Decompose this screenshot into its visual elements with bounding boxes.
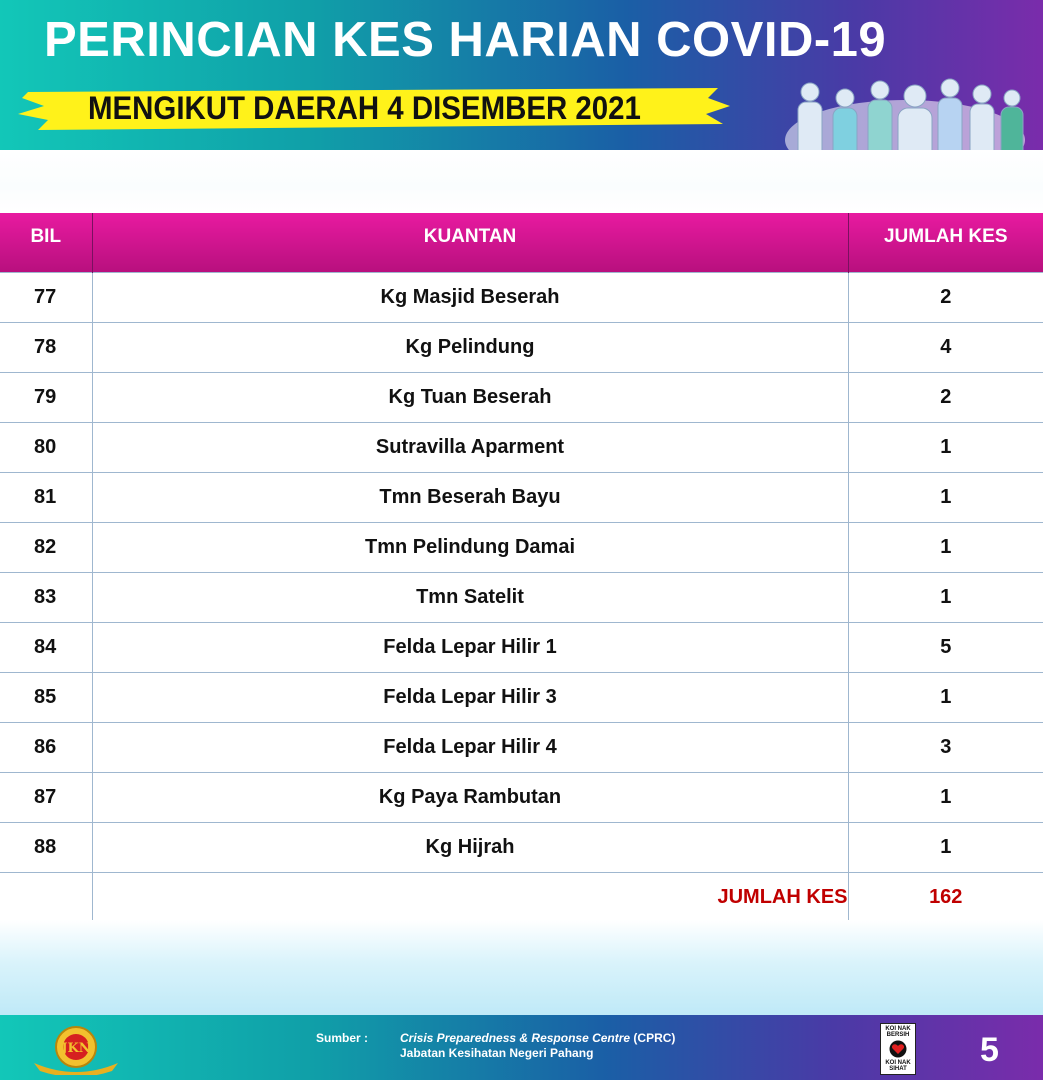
heart-icon <box>889 1040 907 1058</box>
table-header-row <box>0 213 1043 273</box>
total-label: JUMLAH KES <box>717 886 848 908</box>
page-subtitle: MENGIKUT DAERAH 4 DISEMBER 2021 <box>88 90 641 126</box>
row-location: Kg Hijrah <box>92 823 848 873</box>
table-row <box>0 273 1043 323</box>
row-bil: 77 <box>0 273 92 323</box>
jkn-logo-icon <box>32 1023 120 1075</box>
cases-table <box>0 213 1043 923</box>
badge-top-text: KOI NAK BERSIH <box>885 1026 911 1038</box>
table-row <box>0 723 1043 773</box>
table-row <box>0 773 1043 823</box>
source-line-1 <box>400 1031 675 1045</box>
total-empty-cell <box>0 873 92 923</box>
row-cases: 4 <box>848 323 1043 373</box>
row-cases: 1 <box>848 673 1043 723</box>
table-row <box>0 623 1043 673</box>
cases-table-container <box>0 213 1043 923</box>
row-location: Felda Lepar Hilir 4 <box>92 723 848 773</box>
column-header-bil: BIL <box>0 213 92 273</box>
column-header-district: KUANTAN <box>92 213 848 273</box>
row-location: Kg Masjid Beserah <box>92 273 848 323</box>
table-row <box>0 373 1043 423</box>
row-location: Sutravilla Aparment <box>92 423 848 473</box>
row-bil: 79 <box>0 373 92 423</box>
header-fade <box>0 150 1043 212</box>
total-value: 162 <box>848 873 1043 923</box>
row-location: Kg Tuan Beserah <box>92 373 848 423</box>
svg-text:JKN: JKN <box>61 1041 91 1056</box>
row-location: Tmn Pelindung Damai <box>92 523 848 573</box>
table-row <box>0 823 1043 873</box>
row-bil: 80 <box>0 423 92 473</box>
source-line-2: Jabatan Kesihatan Negeri Pahang <box>400 1046 594 1060</box>
row-location: Kg Paya Rambutan <box>92 773 848 823</box>
row-cases: 1 <box>848 423 1043 473</box>
row-location: Felda Lepar Hilir 1 <box>92 623 848 673</box>
table-row <box>0 523 1043 573</box>
table-row <box>0 423 1043 473</box>
total-label-cell <box>92 873 848 923</box>
healthcare-workers-icon <box>770 70 1040 158</box>
badge-bottom-text: KOI NAK SIHAT <box>885 1060 911 1072</box>
row-cases: 1 <box>848 573 1043 623</box>
lower-background-band <box>0 920 1043 1016</box>
row-bil: 83 <box>0 573 92 623</box>
page-title: PERINCIAN KES HARIAN COVID-19 <box>44 13 887 67</box>
row-bil: 87 <box>0 773 92 823</box>
row-location: Tmn Satelit <box>92 573 848 623</box>
footer-bar <box>0 1015 1043 1080</box>
header-banner <box>0 0 1043 158</box>
row-cases: 3 <box>848 723 1043 773</box>
source-label: Sumber : <box>316 1031 369 1045</box>
total-row <box>0 873 1043 923</box>
row-cases: 1 <box>848 823 1043 873</box>
page-number: 5 <box>980 1031 999 1069</box>
row-location: Tmn Beserah Bayu <box>92 473 848 523</box>
koi-nak-sihat-badge <box>880 1023 916 1075</box>
row-location: Felda Lepar Hilir 3 <box>92 673 848 723</box>
table-row <box>0 323 1043 373</box>
row-bil: 85 <box>0 673 92 723</box>
row-cases: 2 <box>848 273 1043 323</box>
column-header-cases: JUMLAH KES <box>848 213 1043 273</box>
table-row <box>0 473 1043 523</box>
row-bil: 82 <box>0 523 92 573</box>
row-location: Kg Pelindung <box>92 323 848 373</box>
row-bil: 78 <box>0 323 92 373</box>
subtitle-banner <box>18 84 730 132</box>
row-bil: 86 <box>0 723 92 773</box>
row-cases: 1 <box>848 523 1043 573</box>
row-cases: 1 <box>848 773 1043 823</box>
row-cases: 1 <box>848 473 1043 523</box>
row-bil: 88 <box>0 823 92 873</box>
row-cases: 5 <box>848 623 1043 673</box>
source-italic: Crisis Preparedness & Response Centre <box>400 1031 631 1045</box>
row-bil: 81 <box>0 473 92 523</box>
source-abbr: (CPRC) <box>630 1031 676 1045</box>
row-bil: 84 <box>0 623 92 673</box>
table-row <box>0 573 1043 623</box>
table-row <box>0 673 1043 723</box>
row-cases: 2 <box>848 373 1043 423</box>
